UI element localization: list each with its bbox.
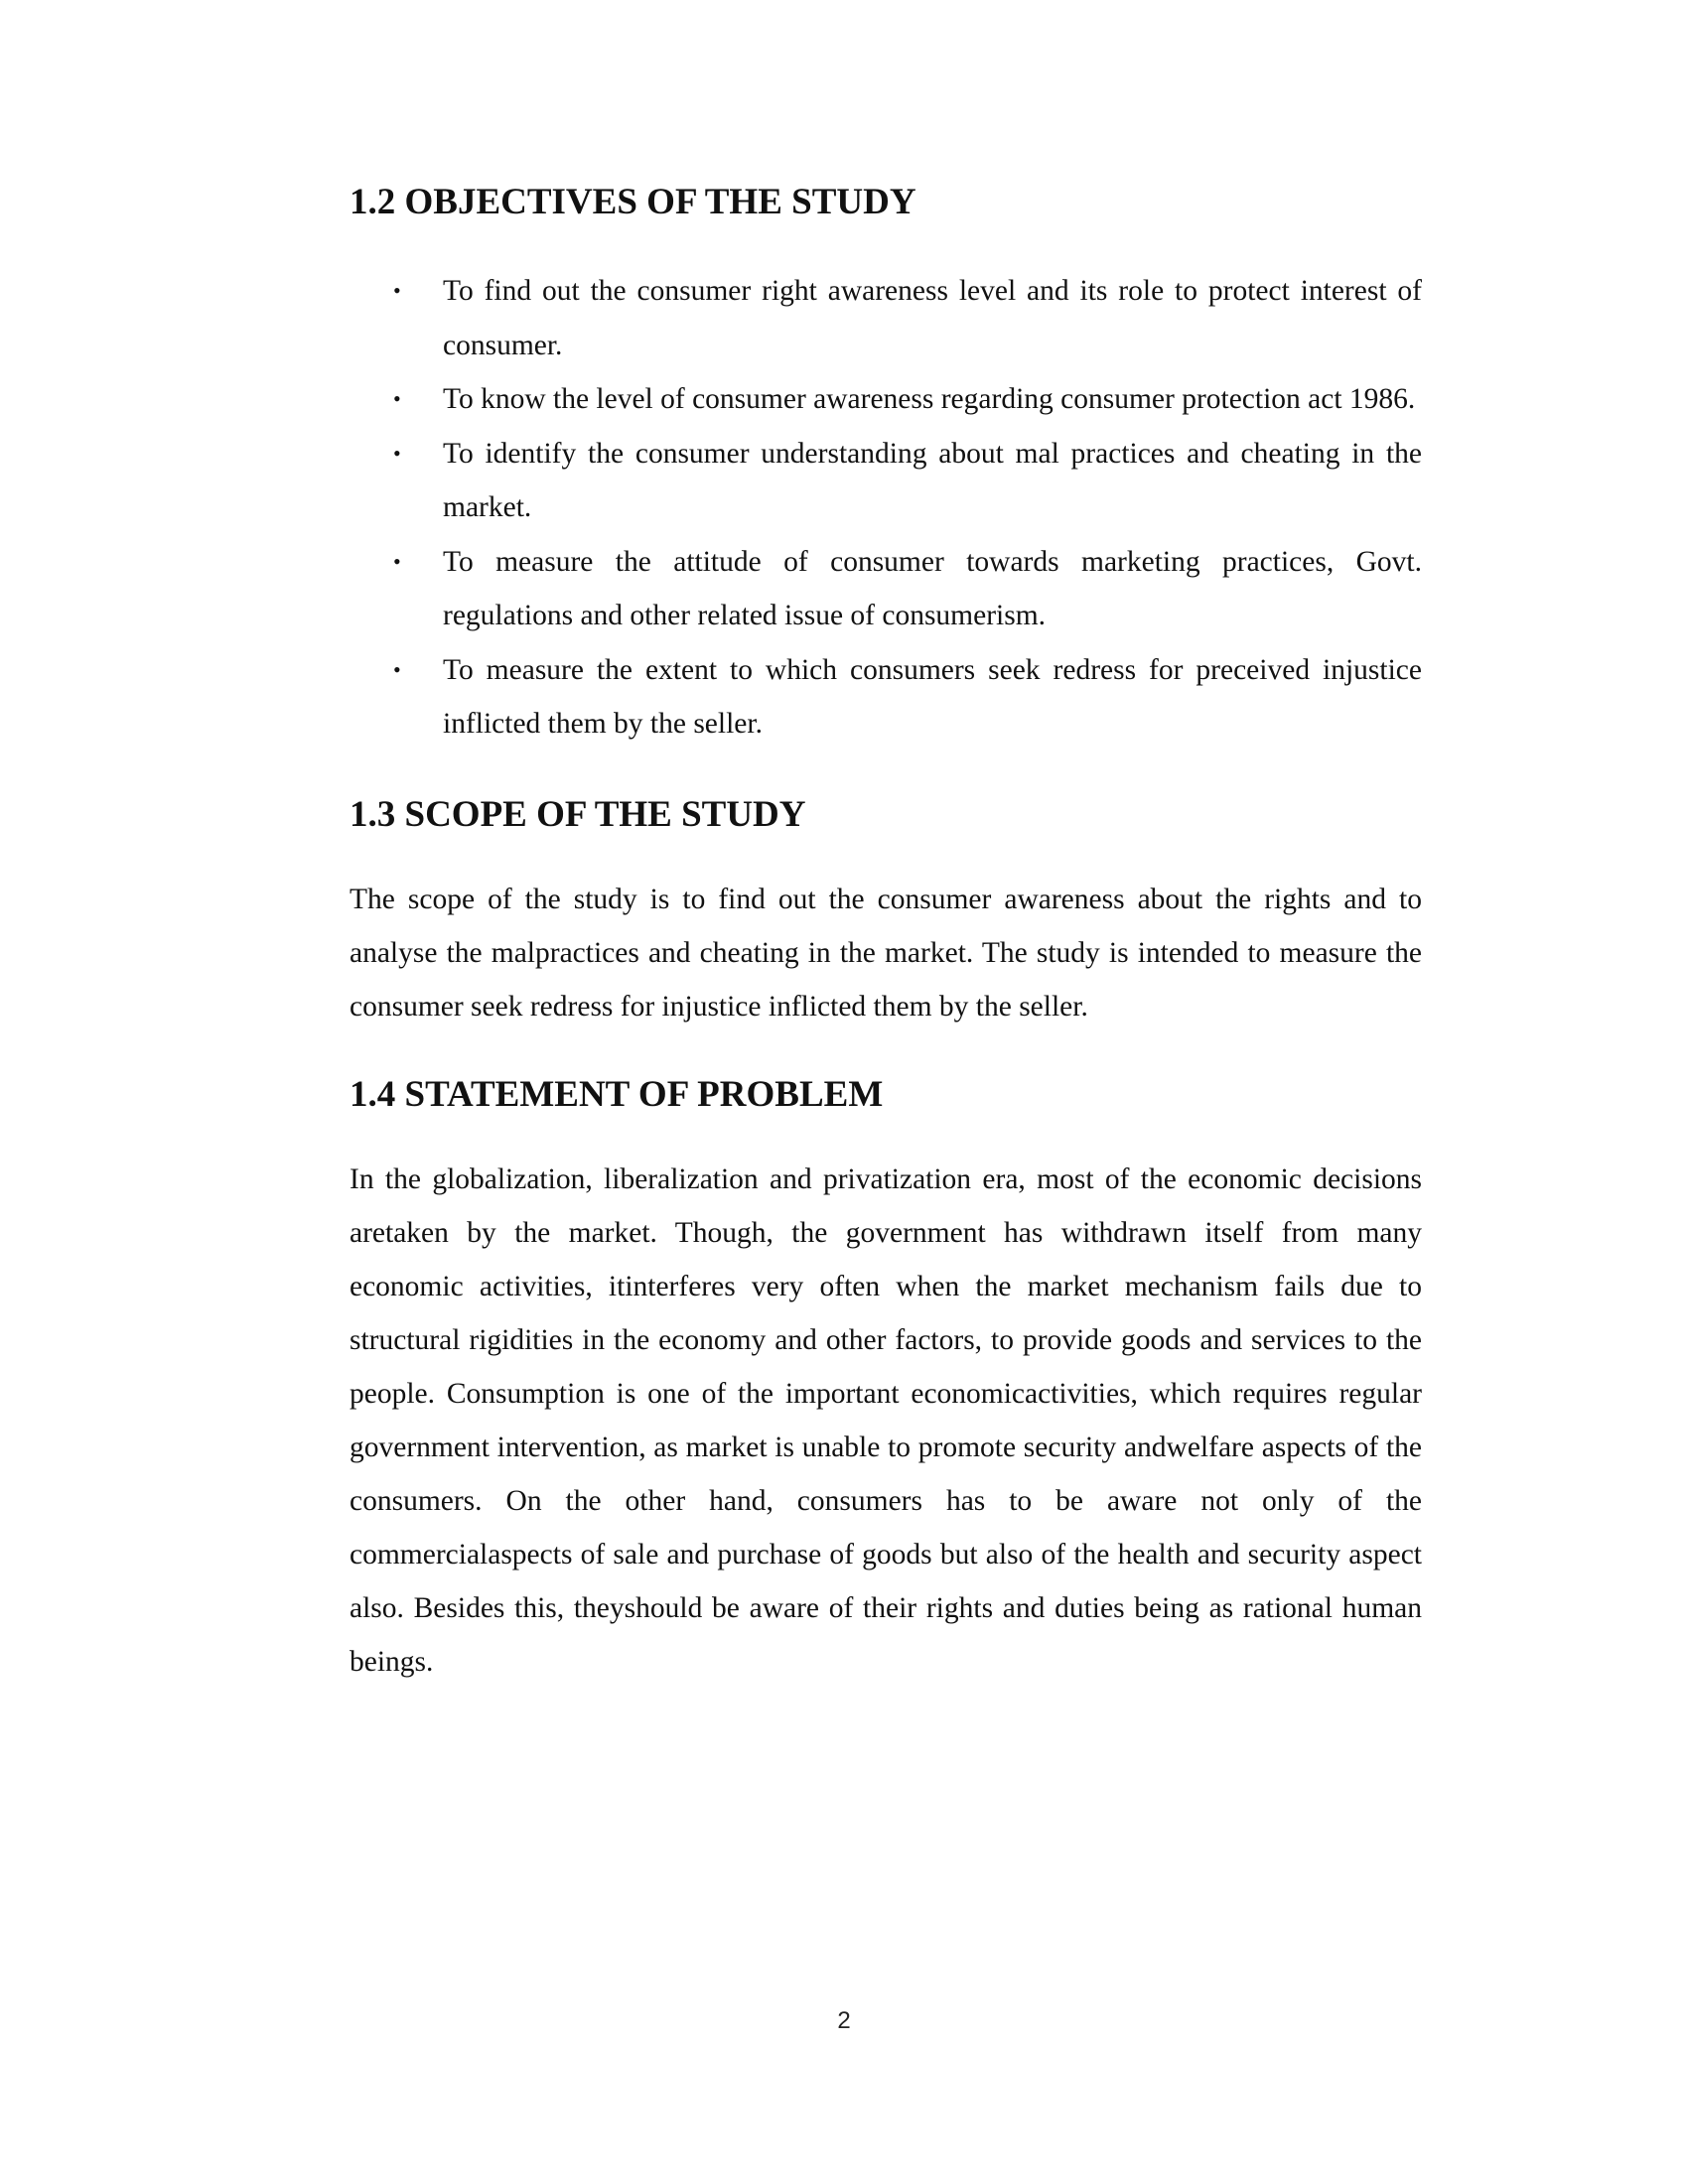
document-page xyxy=(350,179,1422,1689)
list-item xyxy=(350,535,1422,643)
scope-heading: 1.3 SCOPE OF THE STUDY xyxy=(350,793,806,835)
page-number: 2 xyxy=(837,2007,851,2034)
bullet-icon: • xyxy=(393,278,401,303)
bullet-icon: • xyxy=(393,548,401,574)
list-item xyxy=(350,427,1422,535)
objectives-list xyxy=(350,264,1422,751)
objective-text: To measure the attitude of consumer towards marketing practices, Govt. regulations and other related issue of consumerism. xyxy=(443,545,1422,631)
objectives-heading: 1.2 OBJECTIVES OF THE STUDY xyxy=(350,182,916,222)
bullet-icon: • xyxy=(393,656,401,682)
list-item xyxy=(350,372,1422,427)
objective-text: To measure the extent to which consumers seek redress for preceived injustice inflicted them by the seller. xyxy=(443,653,1422,740)
objective-text: To identify the consumer understanding about mal practices and cheating in the market. xyxy=(443,437,1422,523)
list-item xyxy=(350,264,1422,372)
objective-text: To find out the consumer right awareness level and its role to protect interest of consumer. xyxy=(443,275,1422,361)
problem-paragraph: In the globalization, liberalization and privatization era, most of the economic decisions aretaken by the market. Though, the government has withdrawn itself from many economic activities, itinterferes very often when the market mechanism fails due to structural rigidities in the economy and other factors, to provide goods and services to the people. Consumption is one of the important economicactivities, which requires regular government intervention, as market is unable to promote security andwelfare aspects of the consumers. On the other hand, consumers has to be aware not only of the commercialaspects of sale and purchase of goods but also of the health and security aspect also. Besides this, theyshould be aware of their rights and duties being as rational human beings. xyxy=(350,1162,1422,1678)
list-item xyxy=(350,643,1422,751)
scope-paragraph: The scope of the study is to find out the consumer awareness about the rights and to analyse the malpractices and cheating in the market. The study is intended to measure the consumer seek redress for injustice inflicted them by the seller. xyxy=(350,883,1422,1023)
objective-text: To know the level of consumer awareness regarding consumer protection act 1986. xyxy=(443,383,1416,415)
bullet-icon: • xyxy=(393,386,401,411)
problem-heading: 1.4 STATEMENT OF PROBLEM xyxy=(350,1073,884,1115)
bullet-icon: • xyxy=(393,440,401,466)
